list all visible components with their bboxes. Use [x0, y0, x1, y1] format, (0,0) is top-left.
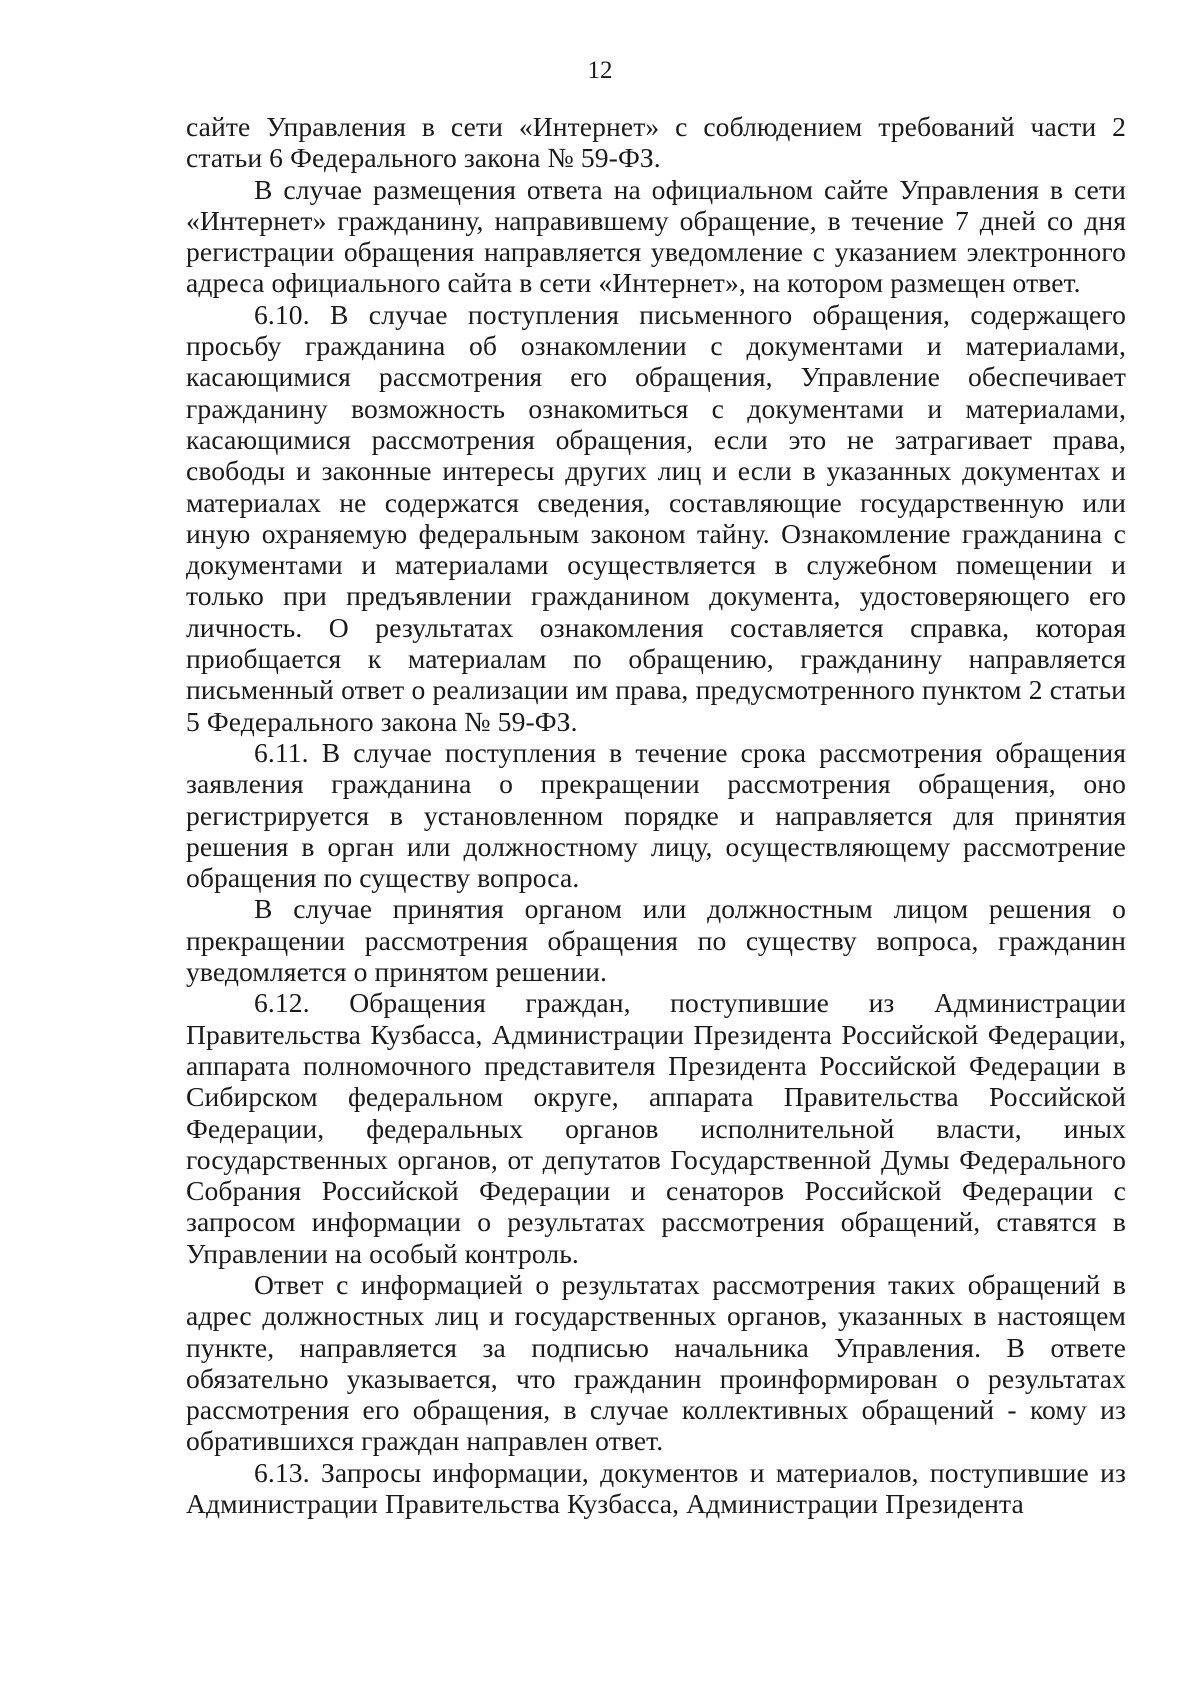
paragraph-continuation: сайте Управления в сети «Интернет» с соблюдением требований части 2 статьи 6 Федерального закона № 59-ФЗ.: [186, 111, 1126, 174]
paragraph-6-13: 6.13. Запросы информации, документов и материалов, поступившие из Администрации Правительства Кузбасса, Администрации Президента: [186, 1456, 1126, 1520]
paragraph-6-11: 6.11. В случае поступления в течение срока рассмотрения обращения заявления гражданина о прекращении рассмотрения обращения, оно регистрируется в установленном порядке и направляется для принятия решения в орган или должностному лицу, осуществляющему рассмотрение обращения по существу вопроса.: [186, 736, 1126, 894]
paragraph-6-12-response: Ответ с информацией о результатах рассмотрения таких обращений в адрес должностных лиц и государственных органов, указанных в настоящем пункте, направляется за подписью начальника Управления. В ответе обязательно указывается, что гражданин проинформирован о результатах рассмотрения его обращения, в случае коллективных обращений - кому из обратившихся граждан направлен ответ.: [186, 1268, 1126, 1457]
paragraph-6-12: 6.12. Обращения граждан, поступившие из Администрации Правительства Кузбасса, Администрации Президента Российской Федерации, аппарата полномочного представителя Президента Российской Федерации в Сибирском федеральном округе, аппарата Правительства Российской Федерации, федеральных органов исполнительной власти, иных государственных органов, от депутатов Государственной Думы Федерального Собрания Российской Федерации и сенаторов Российской Федерации с запросом информации о результатах рассмотрения обращений, ставятся в Управлении на особый контроль.: [186, 987, 1126, 1269]
paragraph-6-10: 6.10. В случае поступления письменного обращения, содержащего просьбу гражданина об ознакомлении с документами и материалами, касающимися рассмотрения его обращения, Управление обеспечивает гражданину возможность ознакомиться с документами и материалами, касающимися рассмотрения обращения, если это не затрагивает права, свободы и законные интересы других лиц и если в указанных документах и материалах не содержатся сведения, составляющие государственную или иную охраняемую федеральным законом тайну. Ознакомление гражданина с документами и материалами осуществляется в служебном помещении и только при предъявлении гражданином документа, удостоверяющего его личность. О результатах ознакомления составляется справка, которая приобщается к материалам по обращению, гражданину направляется письменный ответ о реализации им права, предусмотренного пунктом 2 статьи 5 Федерального закона № 59-ФЗ.: [186, 298, 1126, 737]
paragraph-6-11-decision: В случае принятия органом или должностным лицом решения о прекращении рассмотрения обращения по существу вопроса, гражданин уведомляется о принятом решении.: [186, 893, 1126, 988]
paragraph-notification: В случае размещения ответа на официальном сайте Управления в сети «Интернет» гражданину, направившему обращение, в течение 7 дней со дня регистрации обращения направляется уведомление с указанием электронного адреса официального сайта в сети «Интернет», на котором размещен ответ.: [186, 173, 1126, 299]
page-number: 12: [587, 57, 613, 84]
document-body: [186, 111, 1126, 1519]
